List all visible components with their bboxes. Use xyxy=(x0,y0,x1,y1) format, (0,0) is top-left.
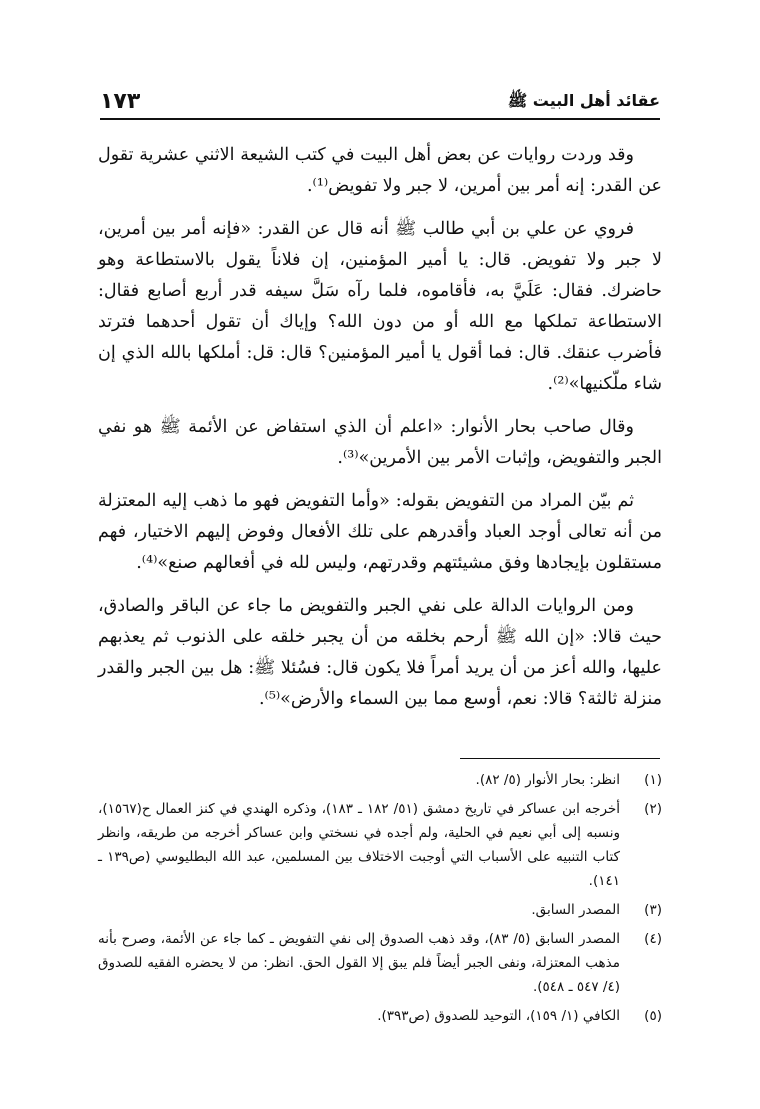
footnote xyxy=(98,1004,662,1028)
paragraph: فروي عن علي بن أبي طالب ﷺ أنه قال عن القدر: «فإنه أمر بين أمرين، لا جبر ولا تفويض. قال: يا أمير المؤمنين، إن فلاناً يقول بالاستطاعة وهو حاضرك. فقال: عَلَيَّ به، فأقاموه، فلما رآه سَلَّ سيفه قدر أربع أصابع فقال: الاستطاعة تملكها مع الله أو من دون الله؟ وإياك أن تقول أحدهما فترتد فأضرب عنقك. قال: فما أقول يا أمير المؤمنين؟ قال: قل: أملكها بالله الذي إن شاء ملّكنيها»⁽²⁾. xyxy=(98,219,662,394)
footnote-number: (٣) xyxy=(644,902,662,918)
main-text xyxy=(98,140,662,727)
running-header xyxy=(100,78,660,120)
footnote-text: الكافي (١/ ١٥٩)، التوحيد للصدوق (ص٣٩٣). xyxy=(377,1008,620,1024)
footnote-text: أخرجه ابن عساكر في تاريخ دمشق (٥١/ ١٨٢ ـ ١٨٣)، وذكره الهندي في كنز العمال ح(١٥٦٧)، ونسبه إلى أبي نعيم في الحلية، ولم أجده في نسختي وابن عساكر أخرجه من طريقه، وانظر كتاب التنبيه على الأسباب التي أوجبت الاختلاف بين المسلمين، عبد الله البطليوسي (ص١٣٩ ـ ١٤١). xyxy=(98,801,620,889)
running-title: عقائد أهل البيت ﷺ xyxy=(507,91,660,110)
footnote-text: المصدر السابق. xyxy=(531,902,620,918)
footnote xyxy=(98,768,662,792)
footnote xyxy=(98,927,662,999)
page-number: ١٧٣ xyxy=(100,89,141,114)
footnote-number: (٢) xyxy=(644,801,662,817)
paragraph: ثم بيّن المراد من التفويض بقوله: «وأما التفويض فهو ما ذهب إليه المعتزلة من أنه تعالى أوجد العباد وأقدرهم على تلك الأفعال وفوض إليهم الاختيار، فهم مستقلون بإيجادها وفق مشيئتهم وقدرتهم، وليس لله في أفعالهم صنع»⁽⁴⁾. xyxy=(98,491,662,573)
footnote xyxy=(98,797,662,893)
paragraph: وقال صاحب بحار الأنوار: «اعلم أن الذي استفاض عن الأئمة ﷺ هو نفي الجبر والتفويض، وإثبات الأمر بين الأمرين»⁽³⁾. xyxy=(98,417,662,468)
footnote-number: (١) xyxy=(644,772,662,788)
footnote-text: المصدر السابق (٥/ ٨٣)، وقد ذهب الصدوق إلى نفي التفويض ـ كما جاء عن الأئمة، وصرح بأنه مذهب المعتزلة، ونفى الجبر أيضاً فلم يبق إلا القول الحق. انظر: من لا يحضره الفقيه للصدوق (٤/ ٥٤٧ ـ ٥٤٨). xyxy=(98,931,620,995)
footnote xyxy=(98,898,662,922)
paragraph: ومن الروايات الدالة على نفي الجبر والتفويض ما جاء عن الباقر والصادق، حيث قالا: «إن الله ﷺ أرحم بخلقه من أن يجبر خلقه على الذنوب ثم يعذبهم عليها، والله أعز من أن يريد أمراً فلا يكون قال: فسُئلا ﷺ: هل بين الجبر والقدر منزلة ثالثة؟ قالا: نعم، أوسع مما بين السماء والأرض»⁽⁵⁾. xyxy=(98,596,662,709)
footnote-number: (٤) xyxy=(644,931,662,947)
footnote-number: (٥) xyxy=(644,1008,662,1024)
footnote-text: انظر: بحار الأنوار (٥/ ٨٢). xyxy=(475,772,620,788)
footnotes xyxy=(98,768,662,1033)
footnote-separator xyxy=(460,758,660,759)
paragraph: وقد وردت روايات عن بعض أهل البيت في كتب الشيعة الاثني عشرية تقول عن القدر: إنه أمر بين أمرين، لا جبر ولا تفويض⁽¹⁾. xyxy=(98,145,662,196)
